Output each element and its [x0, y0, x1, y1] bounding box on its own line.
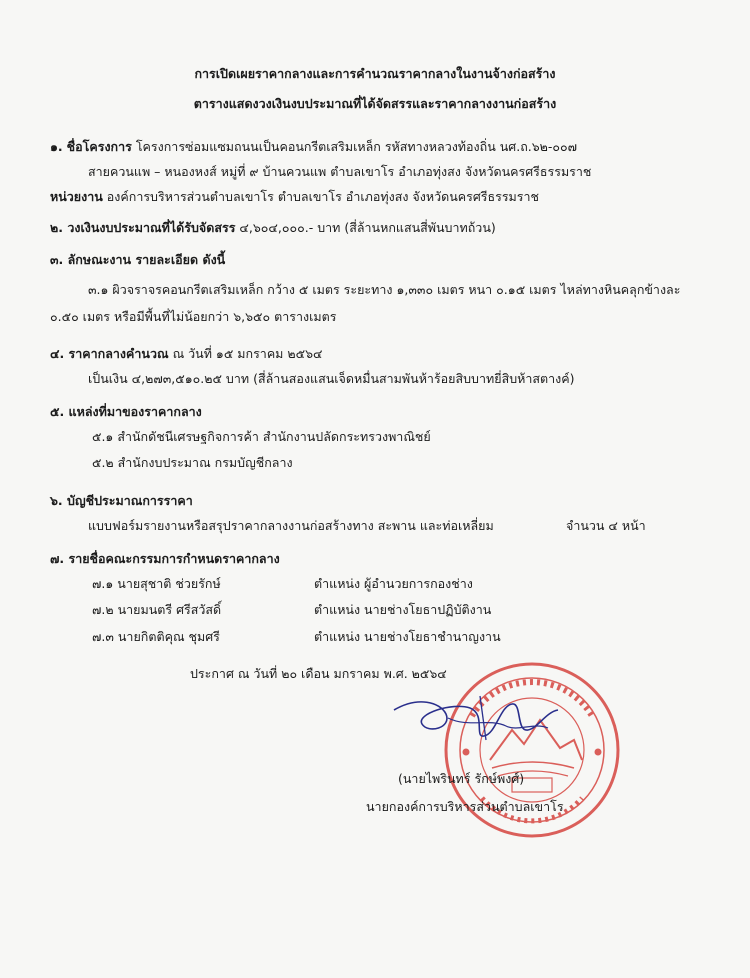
section-5-item-1: ๕.๑ สำนักดัชนีเศรษฐกิจการค้า สำนักงานปลัดกระทรวงพาณิชย์ — [92, 429, 431, 444]
doc-title-2: ตารางแสดงวงเงินงบประมาณที่ได้จัดสรรและราคากลางงานก่อสร้าง — [193, 96, 557, 111]
section-1-num: ๑. — [50, 139, 63, 154]
agency-label: หน่วยงาน — [50, 189, 103, 204]
member-3-position: ตำแหน่ง นายช่างโยธาชำนาญงาน — [314, 629, 501, 644]
section-3-text-1: ๓.๑ ผิวจราจรคอนกรีตเสริมเหล็ก กว้าง ๕ เมตร ระยะทาง ๑,๓๓๐ เมตร หนา ๐.๑๕ เมตร ไหล่ทางหินคลุกข้างละ — [88, 282, 681, 297]
section-3-label: ๓. ลักษณะงาน รายละเอียด ดังนี้ — [50, 252, 226, 267]
section-2 — [50, 218, 496, 238]
agency-text: องค์การบริหารส่วนตำบลเขาโร ตำบลเขาโร อำเภอทุ่งสง จังหวัดนครศรีธรรมราช — [106, 189, 539, 204]
section-6-label: ๖. บัญชีประมาณการราคา — [50, 493, 193, 508]
section-4-date: ณ วันที่ ๑๕ มกราคม ๒๕๖๔ — [172, 346, 323, 361]
section-3-text-2: ๐.๕๐ เมตร หรือมีพื้นที่ไม่น้อยกว่า ๖,๖๕๐ ตารางเมตร — [50, 309, 337, 324]
section-4-text: เป็นเงิน ๔,๒๗๓,๕๑๐.๒๕ บาท (สี่ล้านสองแสนเจ็ดหมื่นสามพันห้าร้อยสิบบาทยี่สิบห้าสตางค์) — [88, 371, 575, 386]
member-2-position: ตำแหน่ง นายช่างโยธาปฏิบัติงาน — [314, 602, 492, 617]
signer-name: (นายไพรินทร์ รักษ์พงศ์) — [398, 771, 525, 786]
section-7-label: ๗. รายชื่อคณะกรรมการกำหนดราคากลาง — [50, 551, 280, 566]
section-6-count: จำนวน ๔ หน้า — [566, 518, 646, 533]
section-2-label: ๒. วงเงินงบประมาณที่ได้รับจัดสรร — [50, 220, 236, 235]
member-1-position: ตำแหน่ง ผู้อำนวยการกองช่าง — [314, 576, 473, 591]
section-2-text: ๔,๖๐๔,๐๐๐.- บาท (สี่ล้านหกแสนสี่พันบาทถ้วน) — [239, 220, 496, 235]
member-2-name: ๗.๒ นายมนตรี ศรีสวัสดิ์ — [92, 602, 222, 617]
doc-title-1: การเปิดเผยราคากลางและการคำนวณราคากลางในงานจ้างก่อสร้าง — [194, 66, 556, 81]
member-1-name: ๗.๑ นายสุชาติ ช่วยรักษ์ — [92, 576, 221, 591]
agency-row — [50, 187, 539, 207]
section-1-label: ชื่อโครงการ — [66, 139, 132, 154]
section-4-label: ๔. ราคากลางคำนวณ — [50, 346, 169, 361]
signer-position: นายกองค์การบริหารส่วนตำบลเขาโร — [366, 799, 564, 814]
section-1-text: โครงการซ่อมแซมถนนเป็นคอนกรีตเสริมเหล็ก รหัสทางหลวงท้องถิ่น นศ.ถ.๖๒-๐๐๗ — [135, 139, 578, 154]
signature — [388, 688, 578, 758]
section-5-item-2: ๕.๒ สำนักงบประมาณ กรมบัญชีกลาง — [92, 455, 293, 470]
announcement-date: ประกาศ ณ วันที่ ๒๐ เดือน มกราคม พ.ศ. ๒๕๖๔ — [190, 666, 447, 681]
section-6-text: แบบฟอร์มรายงานหรือสรุปราคากลางงานก่อสร้างทาง สะพาน และท่อเหลี่ยม — [88, 518, 494, 533]
section-1 — [50, 137, 577, 157]
section-4 — [50, 344, 323, 364]
section-1-text-2: สายควนแพ – หนองหงส์ หมู่ที่ ๙ บ้านควนแพ ตำบลเขาโร อำเภอทุ่งสง จังหวัดนครศรีธรรมราช — [88, 164, 592, 179]
section-5-label: ๕. แหล่งที่มาของราคากลาง — [50, 404, 202, 419]
member-3-name: ๗.๓ นายกิตติคุณ ชุมศรี — [92, 629, 220, 644]
